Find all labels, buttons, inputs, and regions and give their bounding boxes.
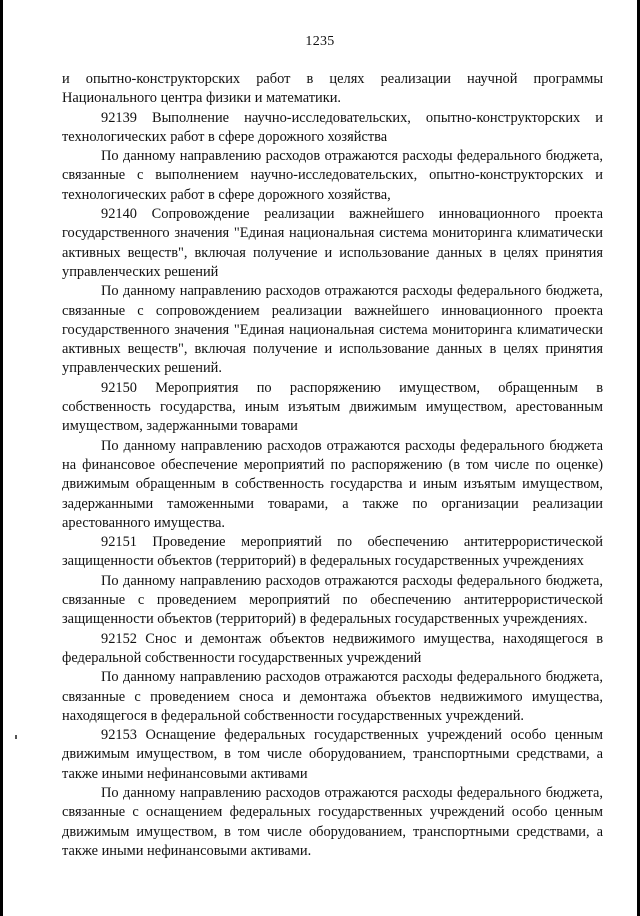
- paragraph-92152-description: По данному направлению расходов отражаются расходы федерального бюджета, связанные с проведением сноса и демонтажа объектов недвижимого имущества, находящегося в федеральной собственности государственных учреждений.: [62, 669, 603, 724]
- scan-speck: [15, 735, 17, 739]
- paragraph-92151-description: По данному направлению расходов отражаются расходы федерального бюджета, связанные с проведением мероприятий по обеспечению антитеррористической защищенности объектов (территорий) в федеральных государственных учреждениях.: [62, 572, 603, 628]
- document-body: [62, 70, 603, 861]
- paragraph-92140-description: По данному направлению расходов отражаются расходы федерального бюджета, связанные с сопровождением реализации важнейшего инновационного проекта государственного значения "Единая национальная система мониторинга климатически активных веществ", включая получение и использование данных в целях принятия управленческих решений.: [62, 283, 603, 377]
- paragraph-92151-heading: 92151 Проведение мероприятий по обеспечению антитеррористической защищенности объектов (территорий) в федеральных государственных учреждениях: [62, 534, 603, 570]
- paragraph-92153-description: По данному направлению расходов отражаются расходы федерального бюджета, связанные с оснащением федеральных государственных учреждений особо ценным движимым имуществом, в том числе оборудованием, транспортными средствами, а также иными нефинансовыми активами.: [62, 784, 603, 859]
- paragraph-92153-heading: 92153 Оснащение федеральных государственных учреждений особо ценным движимым имуществом, в том числе оборудованием, транспортными средствами, а также иными нефинансовыми активами: [62, 727, 603, 782]
- paragraph-92140-heading: 92140 Сопровождение реализации важнейшего инновационного проекта государственного значения "Единая национальная система мониторинга климатически активных веществ", включая получение и использование данных в целях принятия управленческих решений: [62, 206, 603, 280]
- paragraph-92152-heading: 92152 Снос и демонтаж объектов недвижимого имущества, находящегося в федеральной собственности государственных учреждений: [62, 630, 603, 666]
- paragraph-92139-description: По данному направлению расходов отражаются расходы федерального бюджета, связанные с выполнением научно-исследовательских, опытно-конструкторских и технологических работ в сфере дорожного хозяйства,: [62, 148, 603, 203]
- paragraph-92139-heading: 92139 Выполнение научно-исследовательских, опытно-конструкторских и технологических работ в сфере дорожного хозяйства: [62, 109, 603, 145]
- page-number: 1235: [305, 34, 335, 49]
- paragraph-92150-heading: 92150 Мероприятия по распоряжению имуществом, обращенным в собственность государства, иным изъятым движимым имуществом, арестованным имуществом, задержанными товарами: [62, 379, 603, 435]
- scan-border-left: [0, 0, 3, 916]
- paragraph-92150-description: По данному направлению расходов отражаются расходы федерального бюджета на финансовое обеспечение мероприятий по распоряжению (в том числе по оценке) движимым обращенным в собственность государства и иным изъятым имуществом, задержанными таможенными товарами, а также по организации реализации арестованного имущества.: [62, 437, 603, 531]
- paragraph-continuation: и опытно-конструкторских работ в целях реализации научной программы Национального центра физики и математики.: [62, 71, 603, 107]
